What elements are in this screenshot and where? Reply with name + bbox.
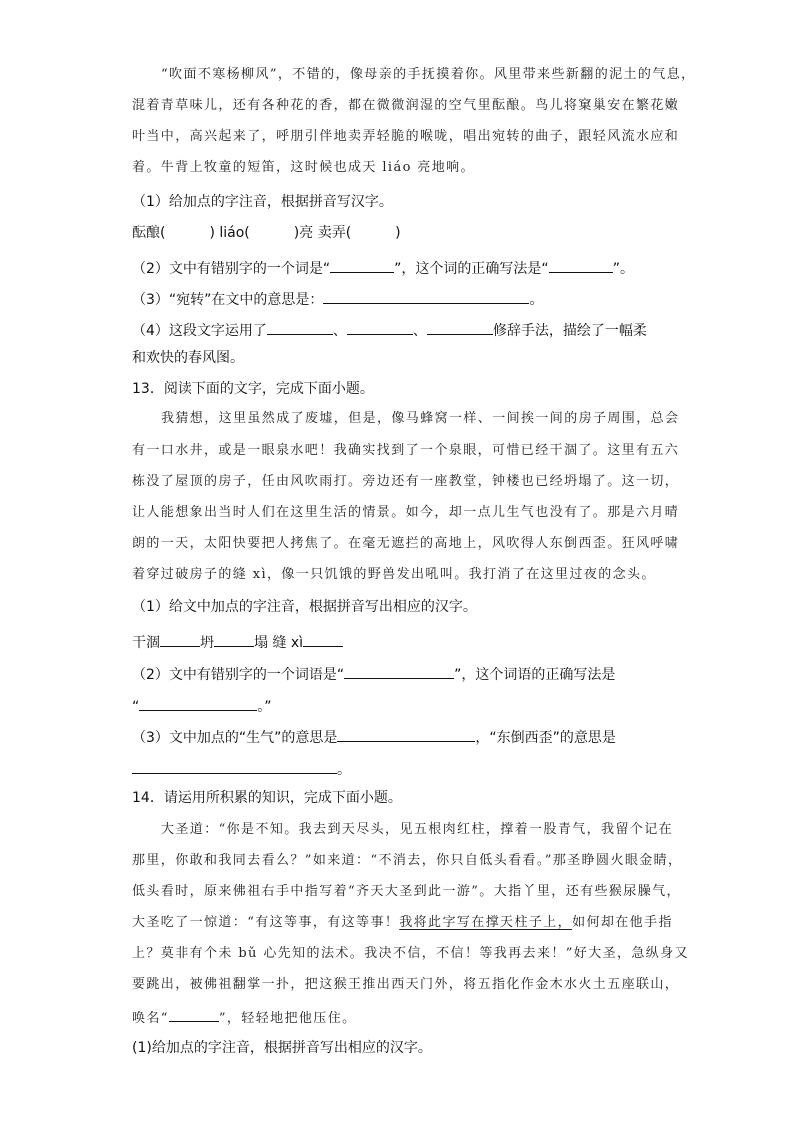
q13-sub3-continued bbox=[132, 759, 351, 777]
q13-sub1-text-c: 塌 缝 xì bbox=[254, 635, 304, 651]
q12-sub4-sep-1: 、 bbox=[332, 323, 347, 339]
q12-sub2-text-c: ”。 bbox=[612, 261, 634, 277]
q14-passage-line-7-a: 唤名“ bbox=[132, 1011, 169, 1026]
q13-sub3 bbox=[132, 727, 616, 745]
q14-passage-line-7-b: ”，轻轻地把他压住。 bbox=[218, 1011, 357, 1026]
passage12-line-1: “吹面不寒杨柳风”，不错的，像母亲的手抚摸着你。风里带来些新翻的泥土的气息， bbox=[161, 67, 696, 82]
q13-sub1-blank-1[interactable] bbox=[160, 632, 200, 647]
q13-sub2-text-c: “ bbox=[132, 699, 140, 715]
q13-sub1-text-b: 坍 bbox=[200, 635, 214, 651]
q13-passage-line-6: 着穿过破房子的缝 xì，像一只饥饿的野兽发出吼叫。我打消了在这里过夜的念头。 bbox=[132, 567, 656, 582]
q12-sub1-text-a: 酝酿( bbox=[132, 225, 166, 241]
q12-sub4 bbox=[132, 320, 647, 338]
q14-passage-line-5: 上？莫非有个未 bǔ 心先知的法术。我决不信，不信！等我再去来！”好大圣，急纵身又 bbox=[132, 946, 690, 961]
q13-sub3-text-a: （3）文中加点的“生气”的意思是 bbox=[132, 730, 338, 746]
q13-sub2-text-d: 。” bbox=[257, 699, 272, 715]
q12-sub4-blank-2[interactable] bbox=[347, 320, 413, 335]
q12-sub4-text-a: （4）这段文字运用了 bbox=[132, 323, 267, 339]
passage12-line-2: 混着青草味儿，还有各种花的香，都在微微润湿的空气里酝酿。鸟儿将窠巢安在繁花嫩 bbox=[132, 98, 680, 113]
q12-sub4-blank-1[interactable] bbox=[267, 320, 333, 335]
q14-passage-line-4 bbox=[132, 916, 673, 929]
q12-sub2-text-b: ”，这个词的正确写法是“ bbox=[394, 261, 549, 277]
q12-sub3-text-a: （3）“宛转”在文中的意思是： bbox=[132, 292, 324, 308]
q12-sub2 bbox=[132, 258, 634, 276]
q14-title: 14．请运用所积累的知识，完成下面小题。 bbox=[132, 790, 402, 806]
q13-sub1-answer-line bbox=[132, 632, 343, 650]
passage12-line-4: 着。牛背上牧童的短笛，这时候也成天 liáo 亮地响。 bbox=[132, 160, 475, 175]
q13-passage-line-3: 栋没了屋顶的房子，任由风吹雨打。旁边还有一座教堂，钟楼也已经坍塌了。这一切， bbox=[132, 474, 680, 489]
q13-sub2-blank-1[interactable] bbox=[344, 664, 454, 679]
q13-sub3-blank-2[interactable] bbox=[132, 759, 337, 774]
q13-sub1-prompt: （1）给文中加点的字注音，根据拼音写出相应的汉字。 bbox=[132, 599, 477, 615]
q12-sub4-continued: 和欢快的春风图。 bbox=[132, 350, 244, 366]
q13-sub3-blank-1[interactable] bbox=[337, 727, 475, 742]
q13-passage-line-2: 有一口水井，或是一眼泉水吧！我确实找到了一个泉眼，可惜已经干涸了。这里有五六 bbox=[132, 443, 680, 458]
q12-sub1-prompt: （1）给加点的字注音，根据拼音写汉字。 bbox=[132, 194, 393, 210]
q14-passage-line-4-a: 大圣吃了一惊道：“有这等事，有这等事！ bbox=[132, 915, 400, 930]
q14-passage-line-2: 那里，你敢和我同去看么？”如来道：“不消去，你只自低头看看。”那圣睁圆火眼金睛， bbox=[132, 853, 683, 868]
passage12-line-3: 叶当中，高兴起来了，呼朋引伴地卖弄轻脆的喉咙，唱出宛转的曲子，跟轻风流水应和 bbox=[132, 129, 680, 144]
q12-sub3-blank[interactable] bbox=[323, 289, 529, 304]
q13-sub3-text-b: ，“东倒西歪”的意思是 bbox=[475, 730, 616, 746]
q12-sub1-text-c: )亮 卖弄( bbox=[293, 225, 352, 241]
q14-passage-line-6: 要跳出，被佛祖翻掌一扑，把这猴王推出西天门外，将五指化作金木水火土五座联山， bbox=[132, 977, 680, 992]
q14-passage-line-4-b: 如何却在他手指 bbox=[572, 915, 673, 930]
q14-passage-line-1: 大圣道：“你是不知。我去到天尽头，见五根肉红柱，撑着一股青气，我留个记在 bbox=[161, 822, 674, 837]
q14-underlined-sentence: 我将此字写在撑天柱子上， bbox=[399, 915, 573, 930]
q14-passage-line-3: 低头看时，原来佛祖右手中指写着“齐天大圣到此一游”。大指丫里，还有些猴尿臊气， bbox=[132, 884, 681, 899]
q13-sub2 bbox=[132, 664, 615, 682]
q12-sub3-text-b: 。 bbox=[529, 292, 544, 308]
q13-sub1-text-a: 干涸 bbox=[132, 635, 160, 651]
q12-sub1-text-d: ) bbox=[395, 225, 401, 241]
q13-passage-line-1: 我猜想，这里虽然成了废墟，但是，像马蜂窝一样、一间挨一间的房子周围，总会 bbox=[161, 411, 680, 426]
q13-sub2-continued bbox=[132, 696, 272, 714]
q12-sub3 bbox=[132, 289, 543, 307]
q12-sub1-text-b: ) liáo( bbox=[209, 225, 250, 241]
q13-sub2-blank-2[interactable] bbox=[139, 696, 257, 711]
q12-sub4-sep-2: 、 bbox=[412, 323, 427, 339]
q12-sub2-text-a: （2）文中有错别字的一个词是“ bbox=[132, 261, 331, 277]
q13-sub1-blank-3[interactable] bbox=[303, 632, 343, 647]
q13-sub2-text-a: （2）文中有错别字的一个词语是“ bbox=[132, 667, 345, 683]
q12-sub4-text-b: 修辞手法，描绘了一幅柔 bbox=[492, 323, 647, 339]
q12-sub2-blank-2[interactable] bbox=[549, 258, 613, 273]
q13-passage-line-5: 朗的一天，太阳快要把人拷焦了。在毫无遮拦的高地上，风吹得人东倒西歪。狂风呼啸 bbox=[132, 536, 680, 551]
q14-sub1-prompt: (1)给加点的字注音，根据拼音写出相应的汉字。 bbox=[132, 1040, 432, 1056]
q13-title: 13．阅读下面的文字，完成下面小题。 bbox=[132, 381, 374, 397]
q13-sub2-text-b: ”，这个词语的正确写法是 bbox=[454, 667, 616, 683]
q13-sub1-blank-2[interactable] bbox=[214, 632, 254, 647]
q12-sub2-blank-1[interactable] bbox=[330, 258, 394, 273]
q12-sub1-answer-line bbox=[132, 226, 401, 240]
q12-sub4-blank-3[interactable] bbox=[427, 320, 493, 335]
q14-passage-line-7 bbox=[132, 1009, 357, 1025]
q13-sub3-text-c: 。 bbox=[337, 762, 351, 778]
q14-passage-blank[interactable] bbox=[169, 1009, 219, 1022]
q13-passage-line-4: 让人能想象出当时人们在这里生活的情景。如今，却一点儿生气也没有了。那是六月晴 bbox=[132, 505, 680, 520]
